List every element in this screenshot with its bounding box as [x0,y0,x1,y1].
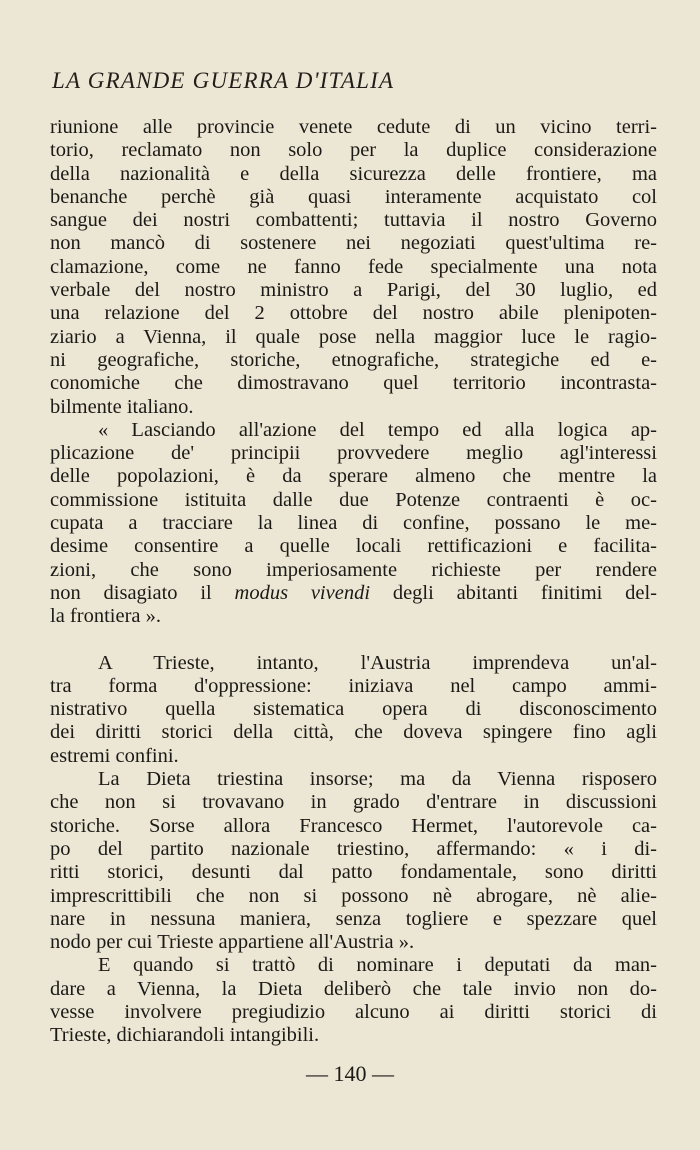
text-line: cupata a tracciare la linea di confine, possano le me- [50,512,657,535]
text-line: clamazione, come ne fanno fede specialmente una nota [50,255,657,278]
italic-phrase: modus vivendi [234,581,371,604]
text-line: po del partito nazionale triestino, affermando: « i di- [50,837,657,860]
section-gap [50,629,657,652]
text-line: zioni, che sono imperiosamente richieste per rendere [50,558,657,581]
text-line: dare a Vienna, la Dieta deliberò che tale invio non do- [50,977,657,1000]
text-line: delle popolazioni, è da sperare almeno che mentre la [50,465,657,488]
text-line: una relazione del 2 ottobre del nostro abile plenipoten- [50,302,657,325]
text-line: imprescrittibili che non si possono nè abrogare, nè alie- [50,884,657,907]
text-line: La Dieta triestina insorse; ma da Vienna risposero [98,768,657,791]
text-line: benanche perchè già quasi interamente acquistato col [50,185,657,208]
text-line: commissione istituita dalle due Potenze contraenti è oc- [50,488,657,511]
page-number: — 140 — [306,1061,394,1086]
paragraph [50,954,657,1047]
text-line: torio, reclamato non solo per la duplice considerazione [50,139,657,162]
text-line: dei diritti storici della città, che doveva spingere fino agli [50,721,657,744]
text-line: nare in nessuna maniera, senza togliere e spezzare quel [50,907,657,930]
text-line: la frontiera ». [50,605,161,628]
text-line: nistrativo quella sistematica opera di disconoscimento [50,698,657,721]
text-line: nodo per cui Trieste appartiene all'Austria ». [50,931,415,954]
text-line: storiche. Sorse allora Francesco Hermet, l'autorevole ca- [50,814,657,837]
text-line: non mancò di sostenere nei negoziati quest'ultima re- [50,232,657,255]
text-line: tra forma d'oppressione: iniziava nel campo ammi- [50,674,657,697]
running-head: LA GRANDE GUERRA D'ITALIA [52,68,395,93]
text-line: ritti storici, desunti dal patto fondamentale, sono diritti [50,861,657,884]
text-line: bilmente italiano. [50,395,194,418]
text-line: A Trieste, intanto, l'Austria imprendeva un'al- [98,651,657,674]
body-text [50,116,657,1048]
text-line: ziario a Vienna, il quale pose nella maggior luce le ragio- [50,325,657,348]
text-line: « Lasciando all'azione del tempo ed alla logica ap- [98,418,657,441]
text-line: Trieste, dichiarandoli intangibili. [50,1024,320,1047]
text-line: plicazione de' principii provvedere meglio agl'interessi [50,442,657,465]
text-segment: non disagiato il [50,581,235,604]
text-line: E quando si trattò di nominare i deputati da man- [98,954,657,977]
paragraph [50,768,657,954]
text-line: della nazionalità e della sicurezza delle frontiere, ma [50,162,657,185]
paragraph [50,419,657,629]
paragraph [50,652,657,768]
text-line: verbale del nostro ministro a Parigi, del 30 luglio, ed [50,279,657,302]
text-line: riunione alle provincie venete cedute di un vicino terri- [50,116,657,138]
text-line: estremi confini. [50,744,179,767]
text-segment: degli abitanti finitimi del- [370,581,657,604]
text-line: sangue dei nostri combattenti; tuttavia il nostro Governo [50,209,657,232]
text-line: conomiche che dimostravano quel territorio incontrasta- [50,372,657,395]
text-line: desime consentire a quelle locali rettificazioni e facilita- [50,535,657,558]
text-line: vesse involvere pregiudizio alcuno ai diritti storici di [50,1000,657,1023]
text-line-with-italic [50,582,657,605]
text-line: che non si trovavano in grado d'entrare in discussioni [50,791,657,814]
paragraph [50,116,657,419]
text-line: ni geografiche, storiche, etnografiche, strategiche ed e- [50,348,657,371]
